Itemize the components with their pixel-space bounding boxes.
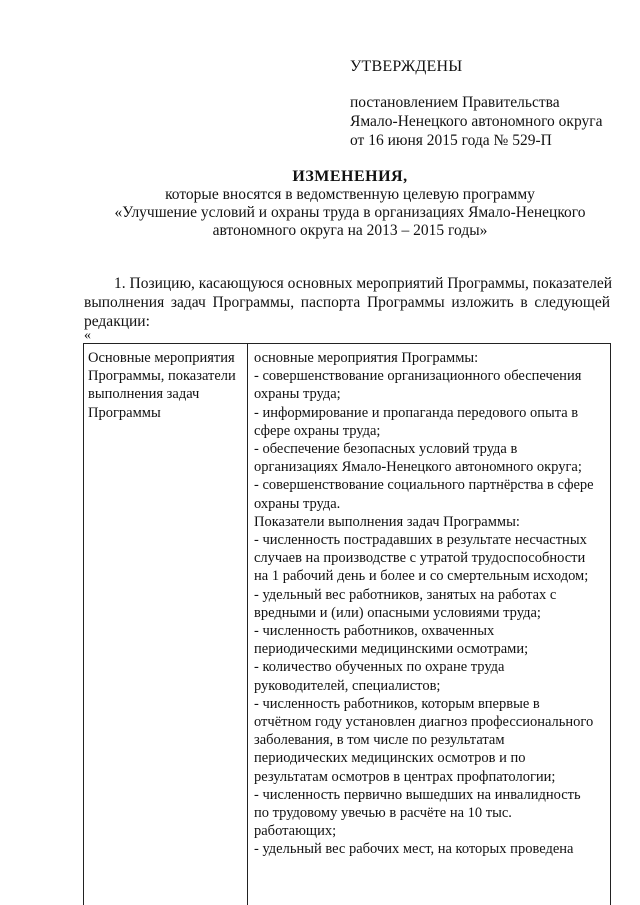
right-cell-line: вредными и (или) опасными условиями труда; [254, 604, 541, 621]
right-cell-line: работающих; [254, 823, 337, 840]
left-cell-line: выполнения задач [88, 386, 200, 403]
heading-line: автономного округа на 2013 – 2015 годы» [212, 222, 488, 239]
program-table [83, 343, 611, 905]
approval-title: УТВЕРЖДЕНЫ [350, 58, 463, 75]
right-cell-line: на 1 рабочий день и более и со смертельным исходом; [254, 568, 589, 585]
right-cell-line: по трудовому увечью в расчёте на 10 тыс. [254, 805, 512, 822]
right-cell-line: - численность пострадавших в результате несчастных [254, 532, 587, 549]
right-cell-line: охраны труда; [254, 386, 341, 403]
right-cell-line: - численность работников, которым впервые в [254, 695, 540, 712]
right-cell-line: руководителей, специалистов; [254, 677, 441, 694]
heading-line: «Улучшение условий и охраны труда в организациях Ямало-Ненецкого [114, 204, 586, 221]
right-cell-line: заболевания, в том числе по результатам [254, 732, 505, 749]
right-cell-line: охраны труда. [254, 495, 341, 512]
heading-line: которые вносятся в ведомственную целевую программу [165, 186, 535, 203]
right-cell-line: организациях Ямало-Ненецкого автономного округа; [254, 459, 582, 476]
right-cell-line: случаев на производстве с утратой трудоспособности [254, 550, 586, 567]
right-cell-line: - удельный вес рабочих мест, на которых проведена [254, 841, 574, 858]
right-cell-line: сфере охраны труда; [254, 422, 381, 439]
right-cell-line: - удельный вес работников, занятых на работах с [254, 586, 557, 603]
approval-block [350, 57, 620, 150]
paragraph-line: редакции: [84, 313, 150, 330]
right-cell-line: - совершенствование социального партнёрства в сфере [254, 477, 594, 494]
right-cell-line: Показатели выполнения задач Программы: [254, 513, 520, 530]
right-cell-line: - информирование и пропаганда передового опыта в [254, 404, 579, 421]
table-left-cell [88, 349, 244, 422]
opening-quote-mark: « [84, 328, 91, 343]
heading-title: ИЗМЕНЕНИЯ, [292, 168, 408, 185]
approval-line: постановлением Правительства [350, 94, 560, 111]
right-cell-line: периодическими медицинскими осмотрами; [254, 641, 529, 658]
right-cell-line: основные мероприятия Программы: [254, 350, 479, 366]
right-cell-line: - совершенствование организационного обеспечения [254, 368, 582, 385]
left-cell-line: Основные мероприятия [88, 350, 235, 366]
right-cell-line: - численность первично вышедших на инвалидность [254, 786, 581, 803]
right-cell-line: - количество обученных по охране труда [254, 659, 505, 676]
right-cell-line: результатам осмотров в центрах профпатологии; [254, 768, 556, 785]
table-right-cell [254, 349, 608, 859]
paragraph-line: 1. Позицию, касающуюся основных мероприятий Программы, показателей [114, 275, 613, 292]
right-cell-line: отчётном году установлен диагноз профессионального [254, 714, 594, 731]
left-cell-line: Программы [88, 404, 161, 421]
right-cell-line: - обеспечение безопасных условий труда в [254, 441, 518, 458]
document-heading [80, 168, 620, 240]
approval-line: от 16 июня 2015 года № 529-П [350, 132, 552, 149]
table-column-divider [247, 344, 248, 905]
right-cell-line: - численность работников, охваченных [254, 623, 495, 640]
right-cell-line: периодических медицинских осмотров и по [254, 750, 526, 767]
body-paragraph [84, 274, 613, 331]
approval-line: Ямало-Ненецкого автономного округа [350, 113, 603, 130]
left-cell-line: Программы, показатели [88, 368, 236, 385]
paragraph-line: выполнения задач Программы, паспорта Программы изложить в следующей [84, 294, 610, 311]
